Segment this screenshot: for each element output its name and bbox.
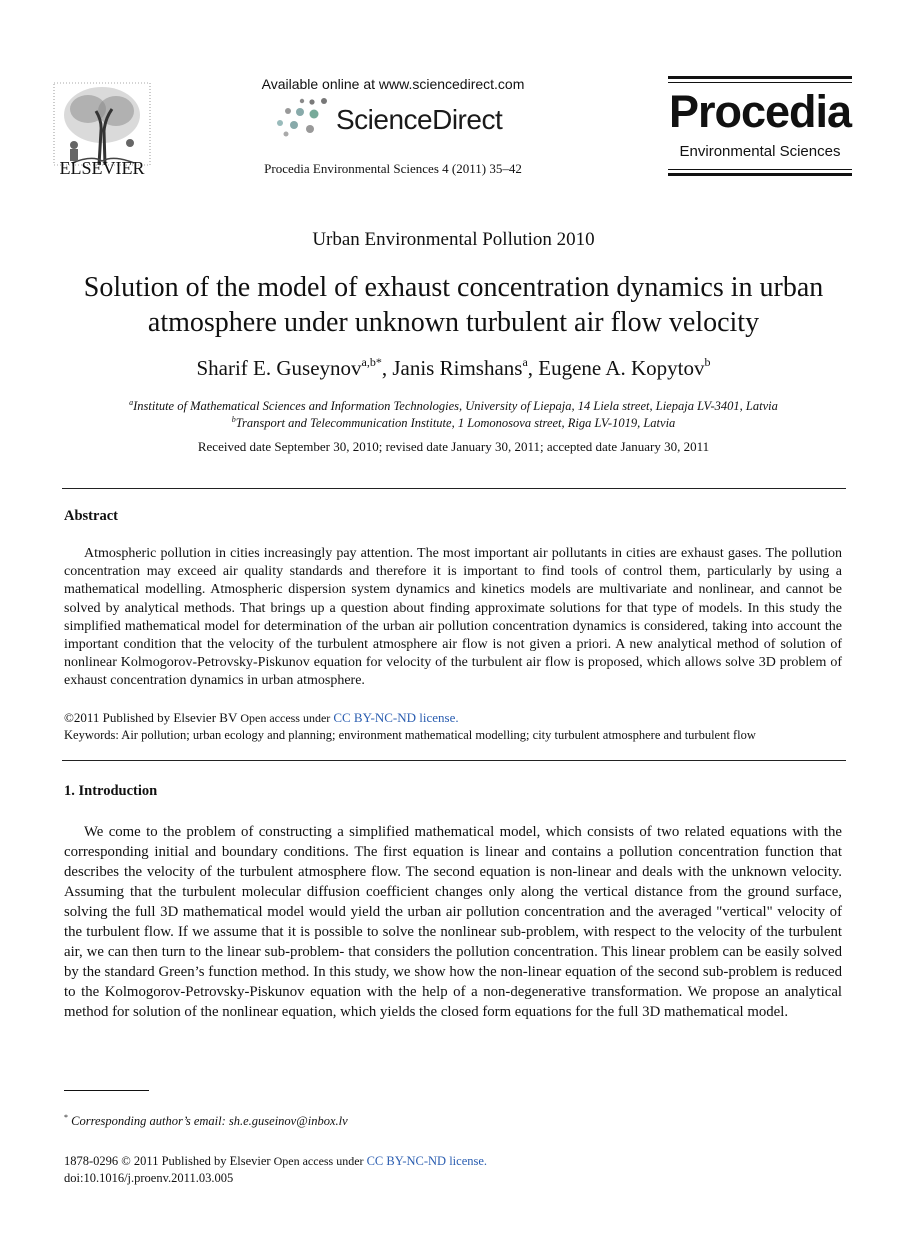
affiliation-a xyxy=(0,398,907,414)
introduction-heading: 1. Introduction xyxy=(64,783,158,799)
procedia-bottom-thin-rule xyxy=(668,169,852,170)
introduction-paragraph: We come to the problem of constructing a simplified mathematical model, which consists of two related equations with the corresponding initial and boundary conditions. The first equation is linear and contains a pollution concentration function that describes the velocity of the turbulent atmosphere flow. The second equation is non-linear and deals with the unknown velocity. Assuming that the turbulent molecular diffusion coefficient changes only along the vertical distance from the ground surface, solving the full 3D mathematical model would yield the urban air pollution concentration and the averaged "vertical" velocity of the turbulent flow. If we assume that it is possible to solve the nonlinear sub-problem, with respect to the velocity of the turbulent air, we can then turn to the linear sub-problem- that considers the pollution concentration. This linear problem can be easily solved by the standard Green’s function method. In this study, we show how the non-linear equation of the second sub-problem is reduced to the Kolmogorov-Petrovsky-Piskunov equation with the help of a non-degenerative transformation. We propose an analytical method for solution of the nonlinear equation, which yields the closed form equations for the full 3D mathematical model. xyxy=(64,824,842,1020)
divider xyxy=(62,760,846,761)
available-online-line[interactable]: Available online at www.sciencedirect.com xyxy=(261,76,525,92)
author-affiliation-mark: a xyxy=(522,355,528,369)
procedia-top-thin-rule xyxy=(668,82,852,83)
affiliation-text: Institute of Mathematical Sciences and Information Technologies, University of Liepaja, 14 Liela street, Liepaja LV-3401, Latvia xyxy=(133,399,778,413)
conference-name: Urban Environmental Pollution 2010 xyxy=(312,229,595,250)
open-access-text: Open access under xyxy=(237,711,334,725)
author-affiliation-mark: a,b* xyxy=(361,355,382,369)
copyright-line xyxy=(64,710,459,726)
author-list xyxy=(0,355,907,381)
sciencedirect-wordmark: ScienceDirect xyxy=(336,104,503,135)
issn-line xyxy=(64,1154,487,1169)
procedia-subtitle: Environmental Sciences xyxy=(679,143,841,160)
license-link[interactable]: CC BY-NC-ND license. xyxy=(333,710,459,725)
doi-line[interactable]: doi:10.1016/j.proenv.2011.03.005 xyxy=(64,1171,234,1185)
issn-text: 1878-0296 © 2011 Published by Elsevier xyxy=(64,1154,271,1168)
author-name: Eugene A. Kopytov xyxy=(538,356,705,380)
affiliation-b xyxy=(0,415,907,431)
footnote-rule xyxy=(64,1090,149,1091)
author-affiliation-mark: b xyxy=(704,355,711,369)
author-name: Sharif E. Guseynov xyxy=(196,356,362,380)
affiliation-text: Transport and Telecommunication Institute, 1 Lomonosova street, Riga LV-1019, Latvia xyxy=(235,416,676,430)
abstract-body xyxy=(64,545,842,691)
paper-title: Solution of the model of exhaust concentration dynamics in urban atmosphere under unknown turbulent air flow velocity xyxy=(83,272,824,338)
divider xyxy=(62,488,846,489)
author-name: Janis Rimshans xyxy=(392,356,523,380)
corresponding-author-footnote xyxy=(64,1113,348,1129)
procedia-bottom-rule xyxy=(668,173,852,176)
procedia-wordmark: Procedia xyxy=(668,86,852,137)
copyright-text: ©2011 Published by Elsevier BV xyxy=(64,710,238,725)
affiliation-mark: a xyxy=(129,398,134,407)
journal-reference: Procedia Environmental Sciences 4 (2011) 35–42 xyxy=(264,161,522,176)
elsevier-wordmark: ELSEVIER xyxy=(59,158,145,178)
open-access-text: Open access under xyxy=(270,1154,367,1168)
footnote-mark: * xyxy=(64,1113,68,1122)
abstract-paragraph: Atmospheric pollution in cities increasingly pay attention. The most important air pollutants in cities are exhaust gases. The pollution concentration may exceed air quality standards and therefore it is important to find tools of control them, particularly by using a mathematical modelling. Atmospheric dispersion system dynamics and kinetics models are multivariate and nonlinear, and cannot be solved by analytical methods. That brings up a question about finding approximate solutions for that type of models. In this study the simplified mathematical model for determination of the urban air pollution concentration dynamics is considered, taking into account the important condition that the velocity of the turbulent atmosphere air flow is not given a priori. A new analytical method of solution of nonlinear Kolmogorov-Petrovsky-Piskunov equation for velocity of the turbulent air flow is proposed, which allows solve 3D problem of exhaust concentration dynamics in urban atmosphere. xyxy=(64,546,842,689)
author-separator: , xyxy=(381,356,393,380)
abstract-heading: Abstract xyxy=(64,508,118,524)
footnote-text: Corresponding author’s email: sh.e.guseinov@inbox.lv xyxy=(68,1114,348,1128)
introduction-body xyxy=(64,822,842,1022)
received-dates: Received date September 30, 2010; revised date January 30, 2011; accepted date January 30, 2011 xyxy=(197,439,710,454)
procedia-top-rule xyxy=(668,76,852,79)
author-separator: , xyxy=(527,356,539,380)
keywords-line: Keywords: Air pollution; urban ecology and planning; environment mathematical modelling; city turbulent atmosphere and turbulent flow xyxy=(64,728,756,742)
affiliation-mark: b xyxy=(231,415,236,424)
license-link[interactable]: CC BY-NC-ND license. xyxy=(366,1154,488,1168)
